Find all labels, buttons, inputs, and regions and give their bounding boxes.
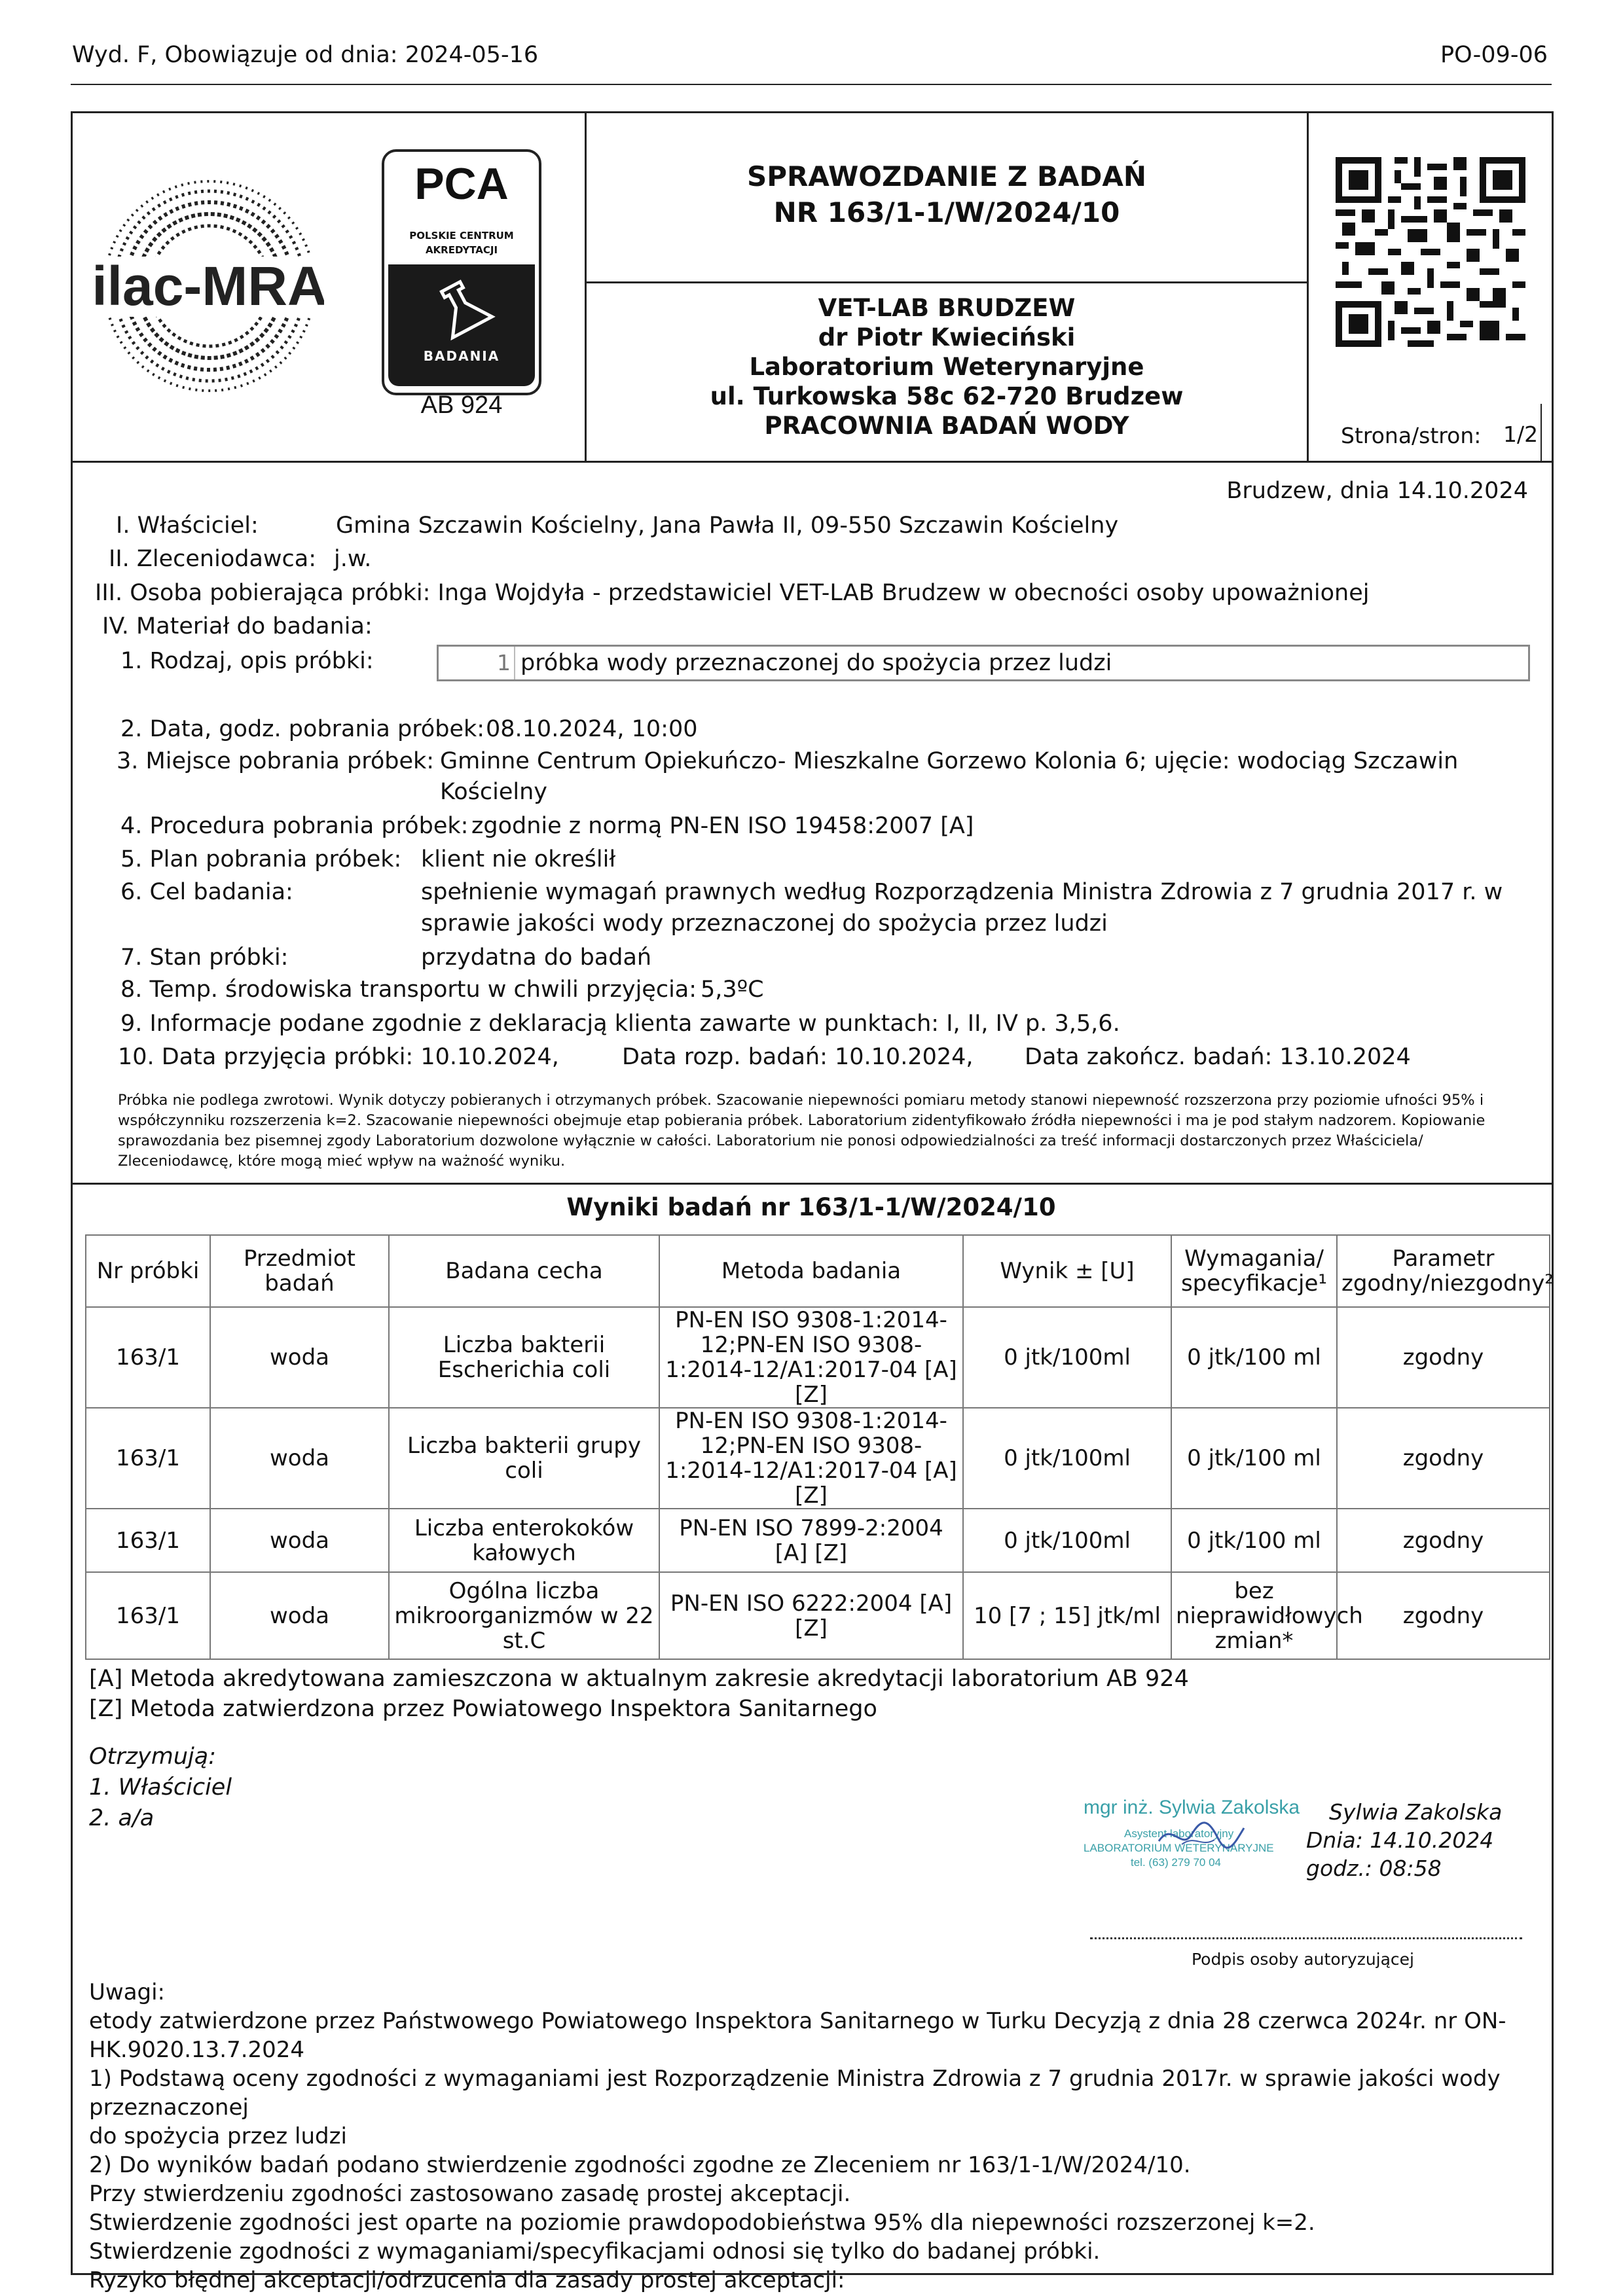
material-heading: IV. Materiał do badania: xyxy=(102,613,373,639)
sample-note-line: sprawozdania bez pisemnej zgody Laboratorium dozwolone wyłącznie w całości. Laboratorium nie ponosi odpowiedzialności za treść informacji dostarczonych przez Właściciela/ xyxy=(118,1132,1423,1149)
lab-department: PRACOWNIA BADAŃ WODY xyxy=(764,412,1129,440)
signature-line xyxy=(1090,1937,1522,1939)
cell-requirement: 0 jtk/100 ml xyxy=(1171,1509,1337,1572)
remarks-line: etody zatwierdzone przez Państwowego Powiatowego Inspektora Sanitarnego w Turku Decyzją z dnia 28 czerwca 2024r. nr ON- xyxy=(89,2008,1506,2034)
report-title: SPRAWOZDANIE Z BADAŃ xyxy=(746,160,1147,192)
report-date-place: Brudzew, dnia 14.10.2024 xyxy=(1226,478,1528,504)
ilac-mra-logo xyxy=(95,171,324,401)
cell-sample-number: 163/1 xyxy=(86,1307,210,1408)
col-subject: Przedmiot badań xyxy=(210,1235,389,1307)
cell-result: 0 jtk/100ml xyxy=(963,1509,1171,1572)
recipients-title: Otrzymują: xyxy=(89,1744,216,1770)
cell-requirement: 0 jtk/100 ml xyxy=(1171,1307,1337,1408)
remarks-title: Uwagi: xyxy=(89,1979,166,2005)
edition-text: Wyd. F, Obowiązuje od dnia: 2024-05-16 xyxy=(72,42,539,68)
pca-logo-sub2: AKREDYTACJI xyxy=(425,244,498,256)
results-header-row xyxy=(86,1235,1550,1307)
cell-result: 10 [7 ; 15] jtk/ml xyxy=(963,1572,1171,1659)
lab-info xyxy=(587,293,1307,440)
cell-conformity: zgodny xyxy=(1337,1572,1550,1659)
test-end-date: Data zakończ. badań: 13.10.2024 xyxy=(1025,1044,1411,1070)
lab-address: ul. Turkowska 58c 62-720 Brudzew xyxy=(710,382,1184,410)
goal-label: 6. Cel badania: xyxy=(120,879,293,905)
cell-method: PN-EN ISO 9308-1:2014-12;PN-EN ISO 9308-1:2014-12/A1:2017-04 [A] [Z] xyxy=(659,1307,963,1408)
transport-temp-label: 8. Temp. środowiska transportu w chwili przyjęcia: xyxy=(120,977,697,1003)
legend-approved: [Z] Metoda zatwierdzona przez Powiatowego Inspektora Sanitarnego xyxy=(89,1696,877,1722)
page-count-label: Strona/stron: xyxy=(1341,423,1482,448)
cell-method: PN-EN ISO 7899-2:2004 [A] [Z] xyxy=(659,1509,963,1572)
sample-notes xyxy=(118,1090,1532,1172)
sample-kind-value: próbka wody przeznaczonej do spożycia przez ludzi xyxy=(520,650,1112,676)
results-title: Wyniki badań nr 163/1-1/W/2024/10 xyxy=(566,1193,1056,1221)
col-requirements: Wymagania/ specyfikacje¹ xyxy=(1171,1235,1337,1307)
col-method: Metoda badania xyxy=(659,1235,963,1307)
pca-logo xyxy=(382,149,541,395)
cell-conformity: zgodny xyxy=(1337,1408,1550,1509)
col-sample-number: Nr próbki xyxy=(86,1235,210,1307)
client-declaration: 9. Informacje podane zgodnie z deklaracją klienta zawarte w punktach: I, II, IV p. 3,5,6. xyxy=(120,1011,1120,1037)
signature-date: Dnia: 14.10.2024 xyxy=(1306,1827,1494,1853)
flask-icon xyxy=(388,264,535,350)
lab-owner: dr Piotr Kwieciński xyxy=(818,323,1076,351)
table-row xyxy=(86,1572,1550,1659)
stamp-position: Asystent laboratoryjny xyxy=(1124,1827,1234,1840)
col-conformity: Parametr zgodny/niezgodny² xyxy=(1337,1235,1550,1307)
cell-subject: woda xyxy=(210,1509,389,1572)
sample-note-line: Próbka nie podlega zwrotowi. Wynik dotyczy pobieranych i otrzymanych próbek. Szacowanie niepewności pomiaru metody stanowi niepewność rozszerzona przy poziomie ufności 95% i xyxy=(118,1092,1484,1109)
sampling-procedure-label: 4. Procedura pobrania próbek: xyxy=(120,813,469,839)
client-label: II. Zleceniodawca: xyxy=(109,546,316,572)
goal-value-1: spełnienie wymagań prawnych według Rozporządzenia Ministra Zdrowia z 7 grudnia 2017 r. w xyxy=(421,879,1503,905)
cell-subject: woda xyxy=(210,1307,389,1408)
client-value: j.w. xyxy=(334,546,372,572)
cell-feature: Liczba bakterii Escherichia coli xyxy=(389,1307,659,1408)
report-number: NR 163/1-1/W/2024/10 xyxy=(773,196,1120,228)
sampling-procedure-value: zgodnie z normą PN-EN ISO 19458:2007 [A] xyxy=(471,813,974,839)
laboratory-stamp xyxy=(1084,1797,1300,1885)
pca-logo-sub1: POLSKIE CENTRUM xyxy=(409,230,514,242)
sampling-plan-label: 5. Plan pobrania próbek: xyxy=(120,846,402,872)
sample-note-line: współczynniku rozszerzenia k=2. Szacowanie niepewności obejmuje etap pobierania próbek. Laboratorium zidentyfikowało źródła niepewności i ma je pod stałym nadzorem. Kopiowanie xyxy=(118,1112,1486,1129)
col-result: Wynik ± [U] xyxy=(963,1235,1171,1307)
lab-type: Laboratorium Weterynaryjne xyxy=(749,353,1144,381)
col-feature: Badana cecha xyxy=(389,1235,659,1307)
cell-sample-number: 163/1 xyxy=(86,1572,210,1659)
stamp-phone: tel. (63) 279 70 04 xyxy=(1131,1856,1221,1869)
sample-kind-label: 1. Rodzaj, opis próbki: xyxy=(120,648,374,674)
signature-line-label: Podpis osoby autoryzującej xyxy=(1192,1950,1415,1969)
sampling-plan-value: klient nie określił xyxy=(421,846,616,872)
remarks-line: Ryzyko błędnej akceptacji/odrzucenia dla zasady prostej akceptacji: xyxy=(89,2267,845,2293)
remarks-line: Stwierdzenie zgodności jest oparte na poziomie prawdopodobieństwa 95% dla niepewności rozszerzonej k=2. xyxy=(89,2210,1315,2236)
header-mid-rule xyxy=(586,281,1308,283)
sample-state-label: 7. Stan próbki: xyxy=(120,944,289,971)
cell-method: PN-EN ISO 9308-1:2014-12;PN-EN ISO 9308-1:2014-12/A1:2017-04 [A] [Z] xyxy=(659,1408,963,1509)
sample-note-line: Zleceniodawcę, które mogą mieć wpływ na ważność wyniku. xyxy=(118,1153,566,1170)
pca-logo-title: PCA xyxy=(414,159,509,209)
cell-result: 0 jtk/100ml xyxy=(963,1307,1171,1408)
test-start-date: Data rozp. badań: 10.10.2024, xyxy=(622,1044,974,1070)
header-divider-right xyxy=(1307,111,1309,461)
sampling-date-value: 08.10.2024, 10:00 xyxy=(486,716,698,742)
cell-feature: Liczba enterokoków kałowych xyxy=(389,1509,659,1572)
top-rule xyxy=(71,84,1552,85)
table-row xyxy=(86,1307,1550,1408)
accreditation-number: AB 924 xyxy=(420,391,503,419)
cell-requirement: 0 jtk/100 ml xyxy=(1171,1408,1337,1509)
remarks-line: HK.9020.13.7.2024 xyxy=(89,2037,305,2063)
cell-sample-number: 163/1 xyxy=(86,1509,210,1572)
sampler-line: III. Osoba pobierająca próbki: Inga Wojdyła - przedstawiciel VET-LAB Brudzew w obecności osoby upoważnionej xyxy=(95,580,1370,606)
table-row xyxy=(86,1408,1550,1509)
remarks-line: 1) Podstawą oceny zgodności z wymaganiami jest Rozporządzenie Ministra Zdrowia z 7 grudnia 2017r. w sprawie jakości wody przeznaczonej xyxy=(89,2066,1501,2121)
pca-logo-badania: BADANIA xyxy=(423,348,500,364)
sample-state-value: przydatna do badań xyxy=(421,944,652,971)
lab-name: VET-LAB BRUDZEW xyxy=(818,294,1076,322)
cell-feature: Ogólna liczba mikroorganizmów w 22 st.C xyxy=(389,1572,659,1659)
page-count-value: 1/2 xyxy=(1503,422,1539,447)
receipt-date: 10. Data przyjęcia próbki: 10.10.2024, xyxy=(118,1044,559,1070)
sampling-place-value-2: Kościelny xyxy=(440,779,547,805)
stamp-lab: LABORATORIUM WETERYNARYJNE xyxy=(1084,1842,1274,1854)
stamp-name: mgr inż. Sylwia Zakolska xyxy=(1084,1797,1300,1818)
sample-kind-box xyxy=(437,645,1530,681)
cell-result: 0 jtk/100ml xyxy=(963,1408,1171,1509)
qr-code xyxy=(1336,157,1525,347)
sample-count: 1 xyxy=(439,647,515,679)
sampling-place-label: 3. Miejsce pobrania próbek: xyxy=(117,748,435,774)
svg-text:ilac-MRA: ilac-MRA xyxy=(95,255,324,317)
sampling-place-value-1: Gminne Centrum Opiekuńczo- Mieszkalne Gorzewo Kolonia 6; ujęcie: wodociąg Szczawin xyxy=(440,748,1459,774)
cell-subject: woda xyxy=(210,1408,389,1509)
owner-value: Gmina Szczawin Kościelny, Jana Pawła II, 09-550 Szczawin Kościelny xyxy=(336,512,1119,539)
table-row xyxy=(86,1509,1550,1572)
remarks-line: do spożycia przez ludzi xyxy=(89,2123,347,2149)
document-code: PO-09-06 xyxy=(1440,42,1548,68)
pca-logo-badge xyxy=(388,264,535,386)
cell-subject: woda xyxy=(210,1572,389,1659)
signer-name: Sylwia Zakolska xyxy=(1329,1799,1503,1825)
cell-feature: Liczba bakterii grupy coli xyxy=(389,1408,659,1509)
legend-accredited: [A] Metoda akredytowana zamieszczona w aktualnym zakresie akredytacji laboratorium AB 924 xyxy=(89,1666,1189,1692)
cell-sample-number: 163/1 xyxy=(86,1408,210,1509)
owner-label: I. Właściciel: xyxy=(116,512,259,539)
page-box-divider xyxy=(1541,404,1542,461)
recipient-owner: 1. Właściciel xyxy=(89,1774,232,1801)
goal-value-2: sprawie jakości wody przeznaczonej do spożycia przez ludzi xyxy=(421,910,1108,937)
signature-time: godz.: 08:58 xyxy=(1306,1856,1442,1881)
remarks-line: Stwierdzenie zgodności z wymaganiami/specyfikacjami odnosi się tylko do badanej próbki. xyxy=(89,2238,1101,2265)
cell-conformity: zgodny xyxy=(1337,1509,1550,1572)
recipient-archive: 2. a/a xyxy=(89,1805,155,1831)
sampling-date-label: 2. Data, godz. pobrania próbek: xyxy=(120,716,485,742)
remarks-line: Przy stwierdzeniu zgodności zastosowano zasadę prostej akceptacji. xyxy=(89,2181,851,2207)
remarks-line: 2) Do wyników badań podano stwierdzenie zgodności zgodne ze Zleceniem nr 163/1-1/W/2024/10. xyxy=(89,2152,1191,2178)
cell-requirement: bez nieprawidłowych zmian* xyxy=(1171,1572,1337,1659)
remarks xyxy=(89,1978,1529,2295)
cell-method: PN-EN ISO 6222:2004 [A] [Z] xyxy=(659,1572,963,1659)
handwritten-signature xyxy=(1156,1815,1247,1854)
results-table xyxy=(85,1234,1554,1660)
cell-conformity: zgodny xyxy=(1337,1307,1550,1408)
results-top-rule xyxy=(71,1183,1552,1185)
transport-temp-value: 5,3ºC xyxy=(701,977,764,1003)
header-bottom-rule xyxy=(71,461,1552,463)
